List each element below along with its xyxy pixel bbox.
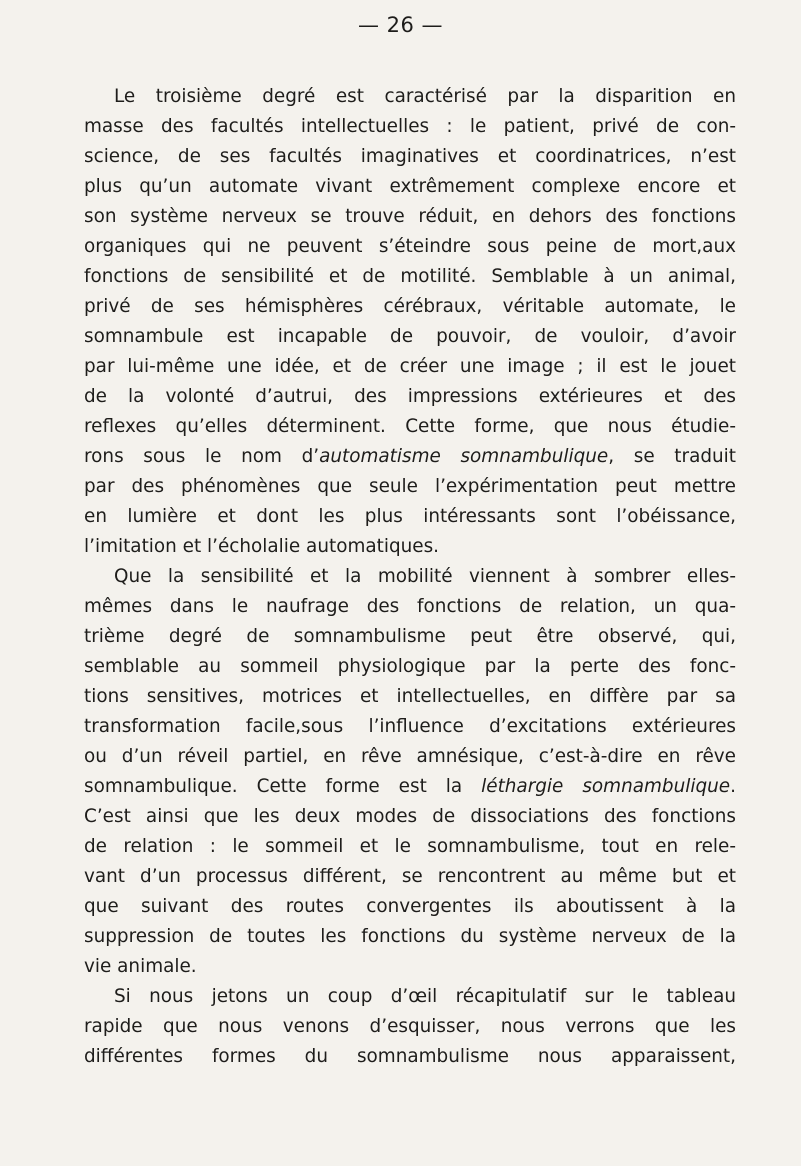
italic-term: léthargie somnambulique: [481, 776, 731, 797]
text-segment: rapide que nous venons d’esquisser, nous verrons que les: [84, 1016, 736, 1037]
text-line: [84, 292, 736, 322]
text-segment: suppression de toutes les fonctions du système nerveux de la: [84, 926, 736, 947]
text-segment: Le troisième degré est caractérisé par la disparition en: [114, 86, 736, 107]
text-segment: organiques qui ne peuvent s’éteindre sous peine de mort,aux: [84, 236, 736, 257]
page-number: — 26 —: [357, 13, 444, 37]
text-line: [84, 202, 736, 232]
text-line: [84, 382, 736, 412]
text-segment: par lui-même une idée, et de créer une image ; il est le jouet: [84, 356, 736, 377]
text-segment: reflexes qu’elles déterminent. Cette forme, que nous étudie-: [84, 416, 736, 437]
text-segment: tions sensitives, motrices et intellectuelles, en diffère par sa: [84, 686, 736, 707]
text-line: [84, 352, 736, 382]
text-segment: science, de ses facultés imaginatives et coordinatrices, n’est: [84, 146, 736, 167]
text-segment: en lumière et dont les plus intéressants sont l’obéissance,: [84, 506, 736, 527]
text-line: [84, 952, 736, 982]
text-line: [84, 412, 736, 442]
italic-term: automatisme somnambulique: [319, 446, 609, 467]
text-segment: vie animale.: [84, 956, 197, 977]
text-segment: privé de ses hémisphères cérébraux, véritable automate, le: [84, 296, 736, 317]
text-line: [84, 502, 736, 532]
text-line: [84, 982, 736, 1012]
text-segment: trième degré de somnambulisme peut être observé, qui,: [84, 626, 736, 647]
text-line: [84, 832, 736, 862]
text-segment: .: [730, 776, 736, 797]
text-line: [84, 862, 736, 892]
text-segment: différentes formes du somnambulisme nous apparaissent,: [84, 1046, 736, 1067]
text-line: [84, 592, 736, 622]
text-line: [84, 772, 736, 802]
text-line: [84, 682, 736, 712]
text-line: [84, 712, 736, 742]
text-segment: vant d’un processus différent, se rencontrent au même but et: [84, 866, 736, 887]
text-segment: son système nerveux se trouve réduit, en dehors des fonctions: [84, 206, 736, 227]
text-segment: masse des facultés intellectuelles : le patient, privé de con-: [84, 116, 736, 137]
text-segment: l’imitation et l’écholalie automatiques.: [84, 536, 440, 557]
text-line: [84, 82, 736, 112]
text-segment: , se traduit: [608, 446, 736, 467]
text-segment: semblable au sommeil physiologique par la perte des fonc-: [84, 656, 736, 677]
text-segment: ou d’un réveil partiel, en rêve amnésique, c’est-à-dire en rêve: [84, 746, 736, 767]
text-segment: somnambule est incapable de pouvoir, de vouloir, d’avoir: [84, 326, 736, 347]
text-line: [84, 802, 736, 832]
text-segment: mêmes dans le naufrage des fonctions de relation, un qua-: [84, 596, 736, 617]
text-segment: que suivant des routes convergentes ils aboutissent à la: [84, 896, 736, 917]
text-line: [84, 562, 736, 592]
text-segment: plus qu’un automate vivant extrêmement complexe encore et: [84, 176, 736, 197]
text-line: [84, 532, 736, 562]
body-text: [84, 82, 736, 1072]
text-segment: transformation facile,sous l’influence d’excitations extérieures: [84, 716, 736, 737]
text-line: [84, 442, 736, 472]
text-line: [84, 922, 736, 952]
text-segment: par des phénomènes que seule l’expérimentation peut mettre: [84, 476, 736, 497]
text-segment: Que la sensibilité et la mobilité viennent à sombrer elles-: [114, 566, 736, 587]
text-line: [84, 232, 736, 262]
text-segment: de la volonté d’autrui, des impressions extérieures et des: [84, 386, 736, 407]
text-segment: Si nous jetons un coup d’œil récapitulatif sur le tableau: [114, 986, 736, 1007]
text-line: [84, 1012, 736, 1042]
text-segment: de relation : le sommeil et le somnambulisme, tout en rele-: [84, 836, 736, 857]
text-line: [84, 262, 736, 292]
text-line: [84, 112, 736, 142]
text-segment: C’est ainsi que les deux modes de dissociations des fonctions: [84, 806, 736, 827]
text-line: [84, 472, 736, 502]
text-segment: rons sous le nom d’: [84, 446, 320, 467]
text-line: [84, 142, 736, 172]
text-line: [84, 172, 736, 202]
text-segment: fonctions de sensibilité et de motilité. Semblable à un animal,: [84, 266, 736, 287]
text-line: [84, 322, 736, 352]
text-segment: somnambulique. Cette forme est la: [84, 776, 482, 797]
text-line: [84, 622, 736, 652]
text-line: [84, 652, 736, 682]
text-line: [84, 1042, 736, 1072]
text-line: [84, 892, 736, 922]
text-line: [84, 742, 736, 772]
